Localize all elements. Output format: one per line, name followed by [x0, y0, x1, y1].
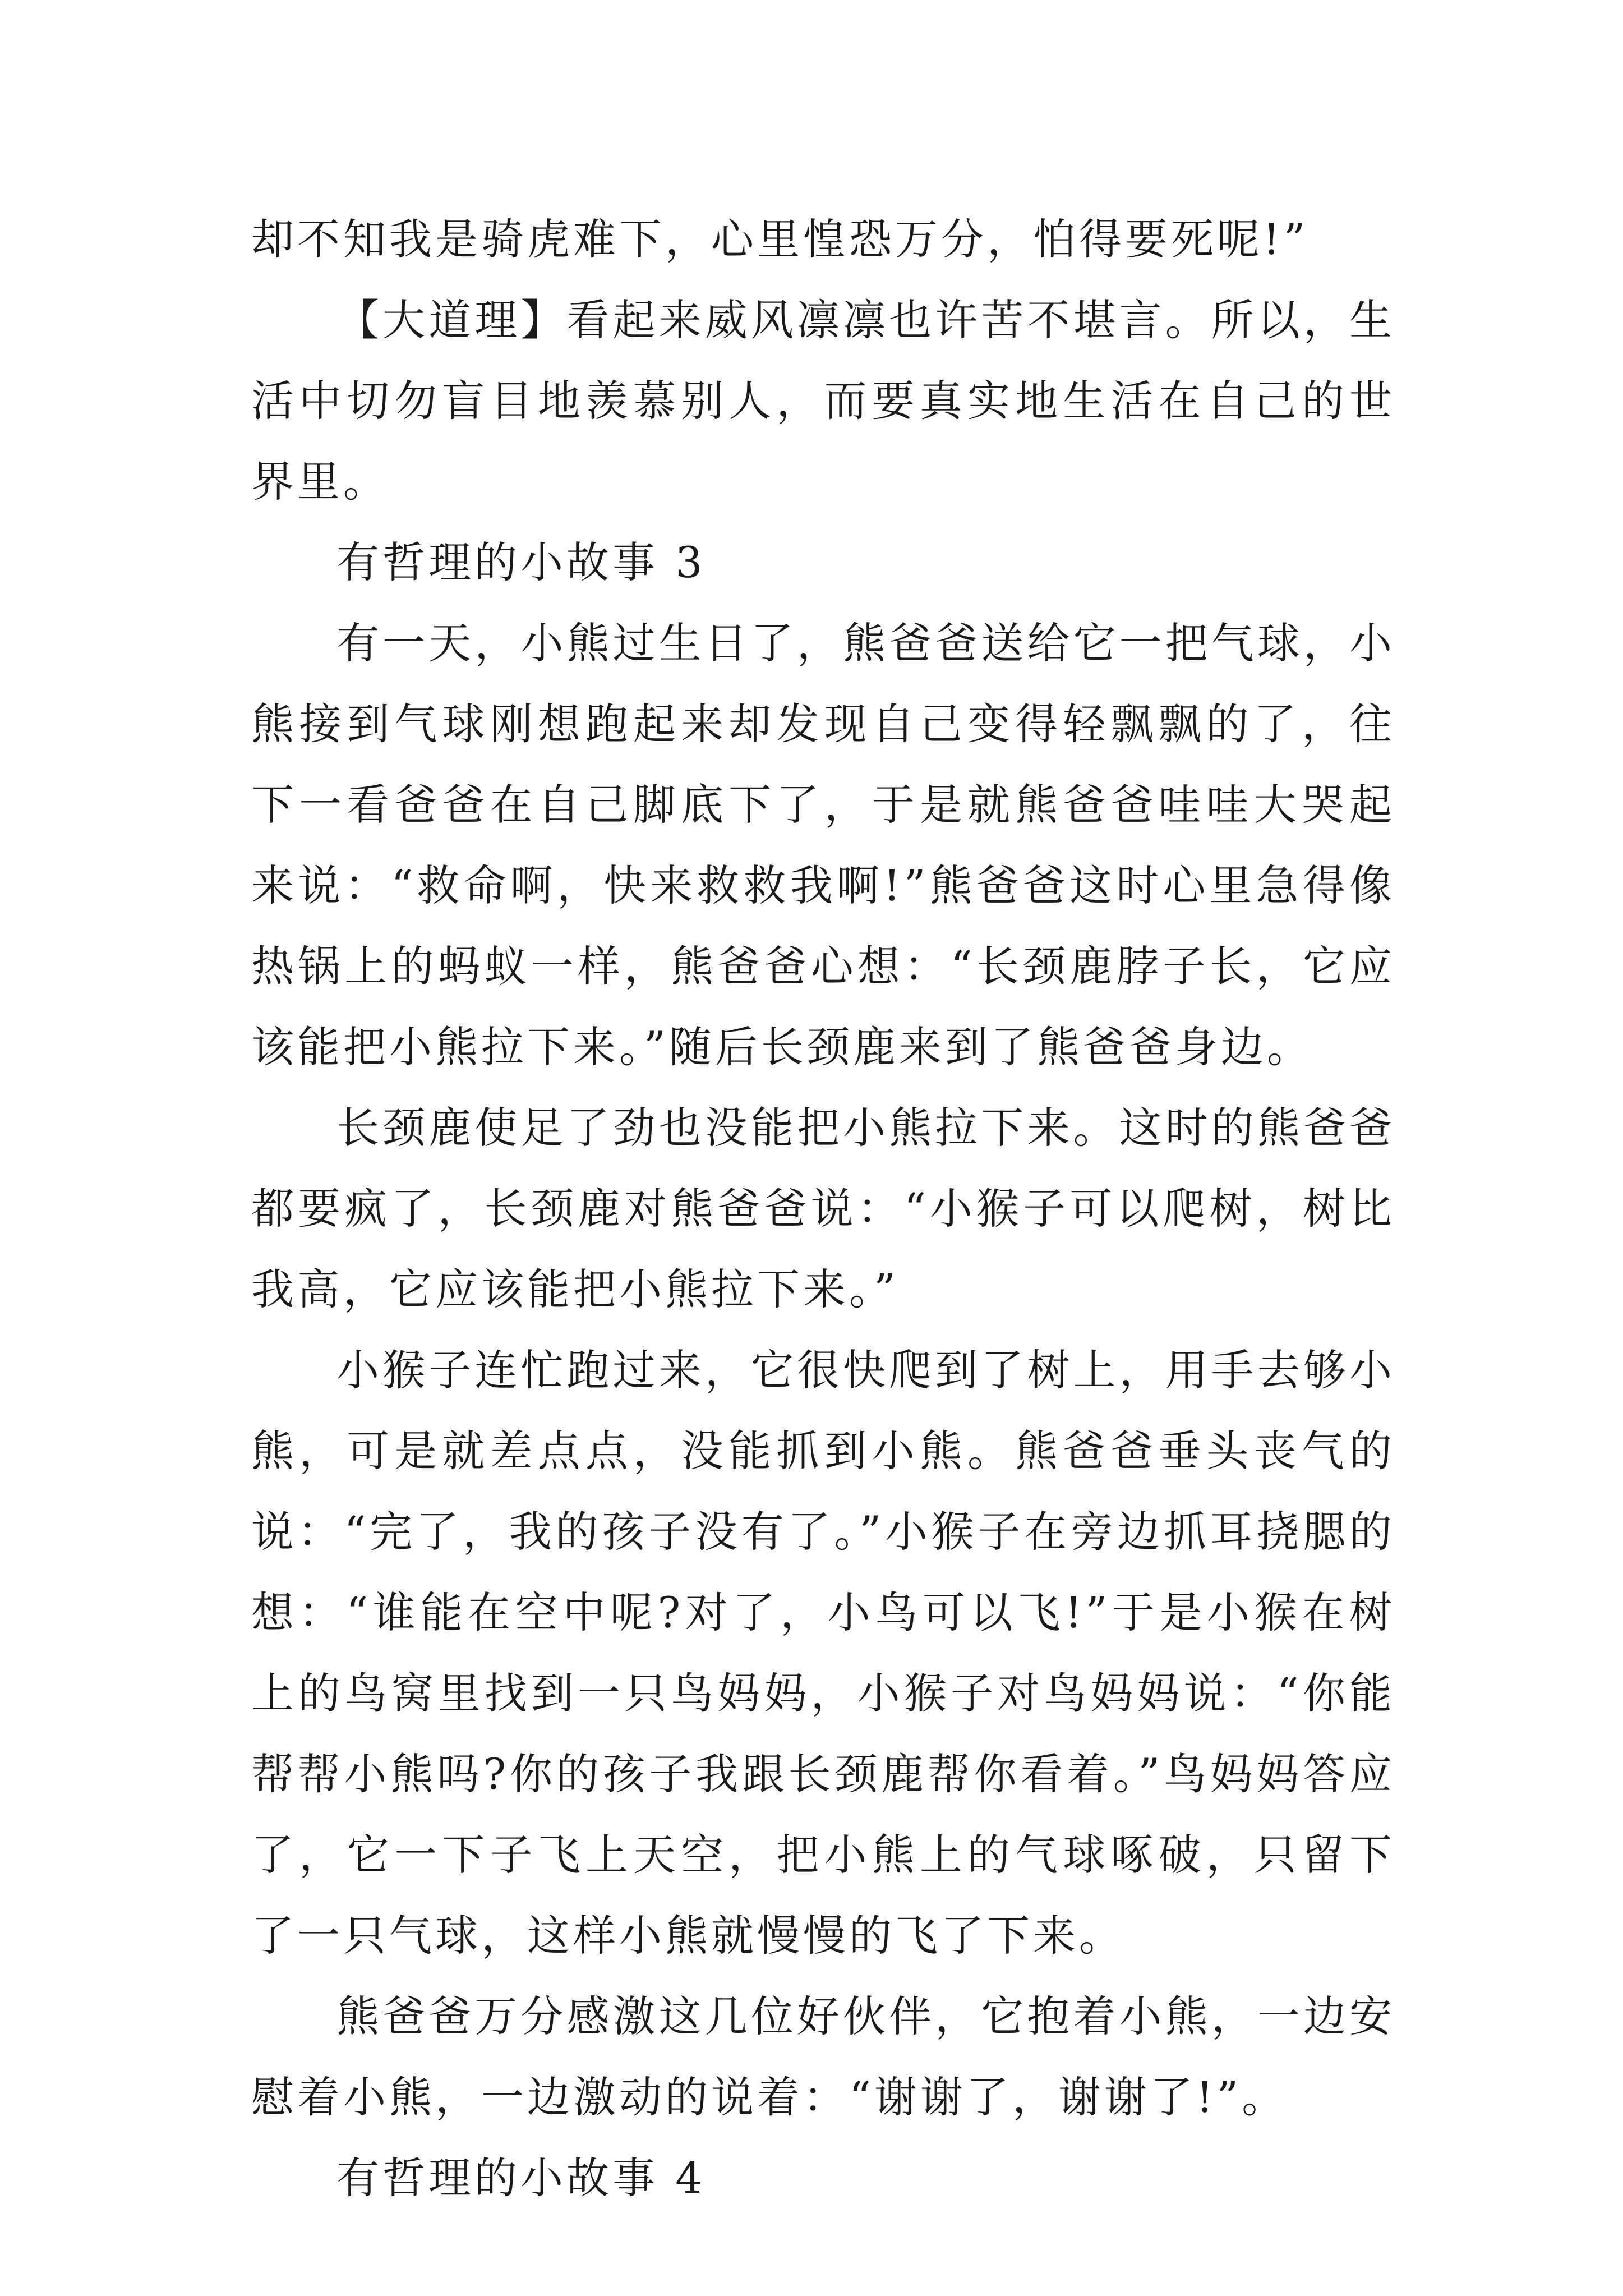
story-heading-3: 有哲理的小故事 3: [336, 537, 706, 587]
document-body: [251, 199, 1395, 2219]
story-paragraph-continuation: 却不知我是骑虎难下，心里惶恐万分，怕得要死呢!”: [251, 214, 1309, 264]
story-paragraph: 有一天，小熊过生日了，熊爸爸送给它一把气球，小熊接到气球刚想跑起来却发现自己变得轻飘飘的了，往下一看爸爸在自己脚底下了，于是就熊爸爸哇哇大哭起来说：“救命啊，快来救救我啊!”熊爸爸这时心里急得像热锅上的蚂蚁一样，熊爸爸心想：“长颈鹿脖子长，它应该能把小熊拉下来。”随后长颈鹿来到了熊爸爸身边。: [251, 618, 1395, 1072]
story-paragraph: 熊爸爸万分感激这几位好伙伴，它抱着小熊，一边安慰着小熊，一边激动的说着：“谢谢了，谢谢了!”。: [251, 1991, 1395, 2122]
moral-paragraph: 【大道理】看起来威风凛凛也许苦不堪言。所以，生活中切勿盲目地羡慕别人，而要真实地生活在自己的世界里。: [251, 295, 1395, 507]
story-paragraph: 小猴子连忙跑过来，它很快爬到了树上，用手去够小熊，可是就差点点，没能抓到小熊。熊爸爸垂头丧气的说：“完了，我的孩子没有了。”小猴子在旁边抓耳挠腮的想：“谁能在空中呢?对了，小鸟可以飞!”于是小猴在树上的鸟窝里找到一只鸟妈妈，小猴子对鸟妈妈说：“你能帮帮小熊吗?你的孩子我跟长颈鹿帮你看着。”鸟妈妈答应了，它一下子飞上天空，把小熊上的气球啄破，只留下了一只气球，这样小熊就慢慢的飞了下来。: [251, 1345, 1395, 1961]
story-heading-4: 有哲理的小故事 4: [336, 2153, 706, 2203]
story-paragraph: 长颈鹿使足了劲也没能把小熊拉下来。这时的熊爸爸都要疯了，长颈鹿对熊爸爸说：“小猴子可以爬树，树比我高，它应该能把小熊拉下来。”: [251, 1103, 1395, 1314]
